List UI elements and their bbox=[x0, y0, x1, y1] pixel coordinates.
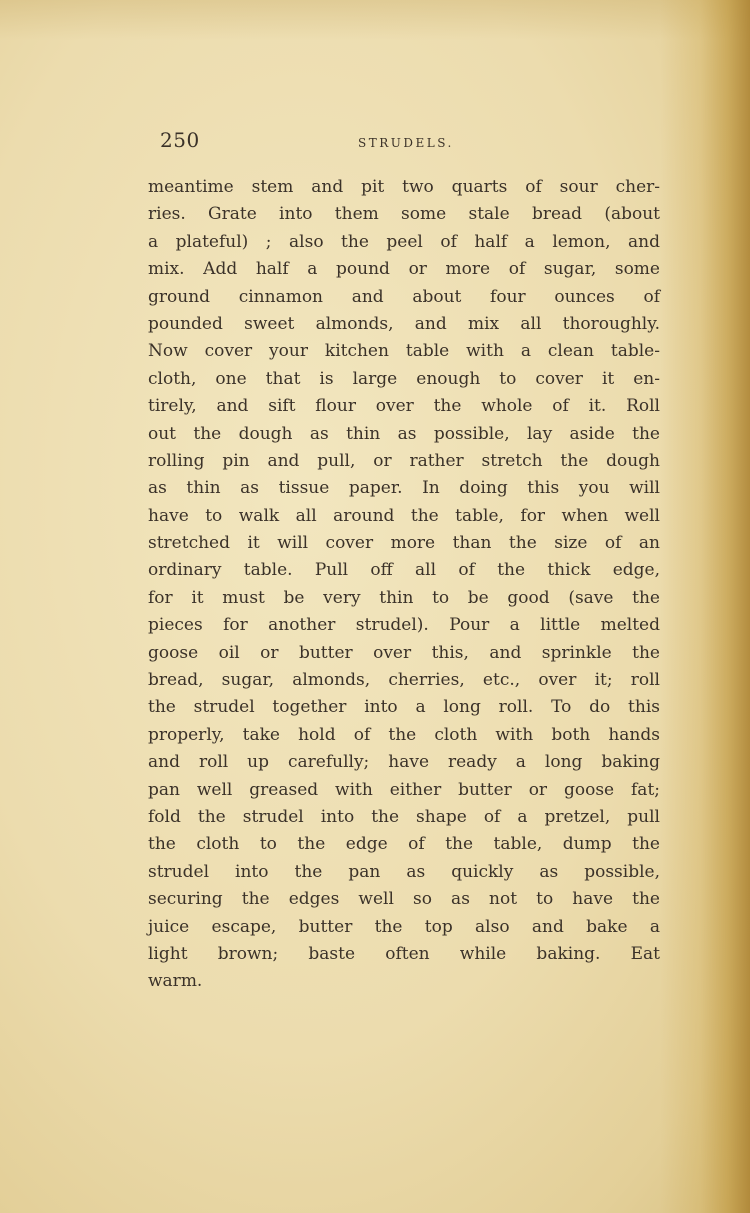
page-edge-shadow bbox=[660, 0, 750, 1213]
text-line: the cloth to the edge of the table, dump the bbox=[148, 834, 660, 855]
text-line: a plateful) ; also the peel of half a lemon, and bbox=[148, 231, 660, 252]
text-line: the strudel together into a long roll. To do this bbox=[148, 697, 660, 718]
text-line: ordinary table. Pull off all of the thick edge, bbox=[148, 560, 660, 581]
text-line: Now cover your kitchen table with a clean table- bbox=[148, 341, 660, 362]
text-line: warm. bbox=[148, 971, 203, 992]
text-line: properly, take hold of the cloth with both hands bbox=[148, 724, 660, 745]
text-line: have to walk all around the table, for when well bbox=[148, 505, 660, 526]
text-line: out the dough as thin as possible, lay aside the bbox=[148, 423, 660, 444]
text-line: pieces for another strudel). Pour a little melted bbox=[148, 615, 660, 636]
text-line: and roll up carefully; have ready a long baking bbox=[148, 752, 660, 773]
text-line: meantime stem and pit two quarts of sour cher- bbox=[148, 177, 660, 197]
text-line: securing the edges well so as not to have the bbox=[148, 889, 660, 910]
text-line: juice escape, butter the top also and bake a bbox=[148, 916, 660, 937]
text-line: pan well greased with either butter or goose fat; bbox=[148, 779, 660, 800]
text-line: light brown; baste often while baking. Eat bbox=[148, 943, 660, 964]
text-line: fold the strudel into the shape of a pretzel, pull bbox=[148, 806, 660, 827]
text-line: ground cinnamon and about four ounces of bbox=[148, 286, 660, 307]
text-line: for it must be very thin to be good (save the bbox=[148, 587, 660, 608]
text-line: bread, sugar, almonds, cherries, etc., over it; roll bbox=[148, 670, 660, 691]
body-text bbox=[148, 174, 660, 996]
page-header bbox=[160, 128, 660, 158]
text-line: rolling pin and pull, or rather stretch the dough bbox=[148, 450, 660, 471]
page-number: 250 bbox=[160, 128, 200, 152]
running-head: STRUDELS. bbox=[358, 136, 454, 150]
text-line: as thin as tissue paper. In doing this you will bbox=[148, 478, 660, 499]
text-line: ries. Grate into them some stale bread (about bbox=[148, 204, 660, 225]
text-line: tirely, and sift flour over the whole of it. Roll bbox=[148, 396, 660, 417]
text-line: goose oil or butter over this, and sprinkle the bbox=[148, 642, 660, 663]
text-line: strudel into the pan as quickly as possible, bbox=[148, 861, 660, 882]
page-top-shadow bbox=[0, 0, 750, 40]
text-line: stretched it will cover more than the size of an bbox=[148, 533, 660, 554]
text-line: pounded sweet almonds, and mix all thoroughly. bbox=[148, 313, 660, 334]
text-line: mix. Add half a pound or more of sugar, some bbox=[148, 259, 660, 280]
text-line: cloth, one that is large enough to cover it en- bbox=[148, 368, 660, 389]
